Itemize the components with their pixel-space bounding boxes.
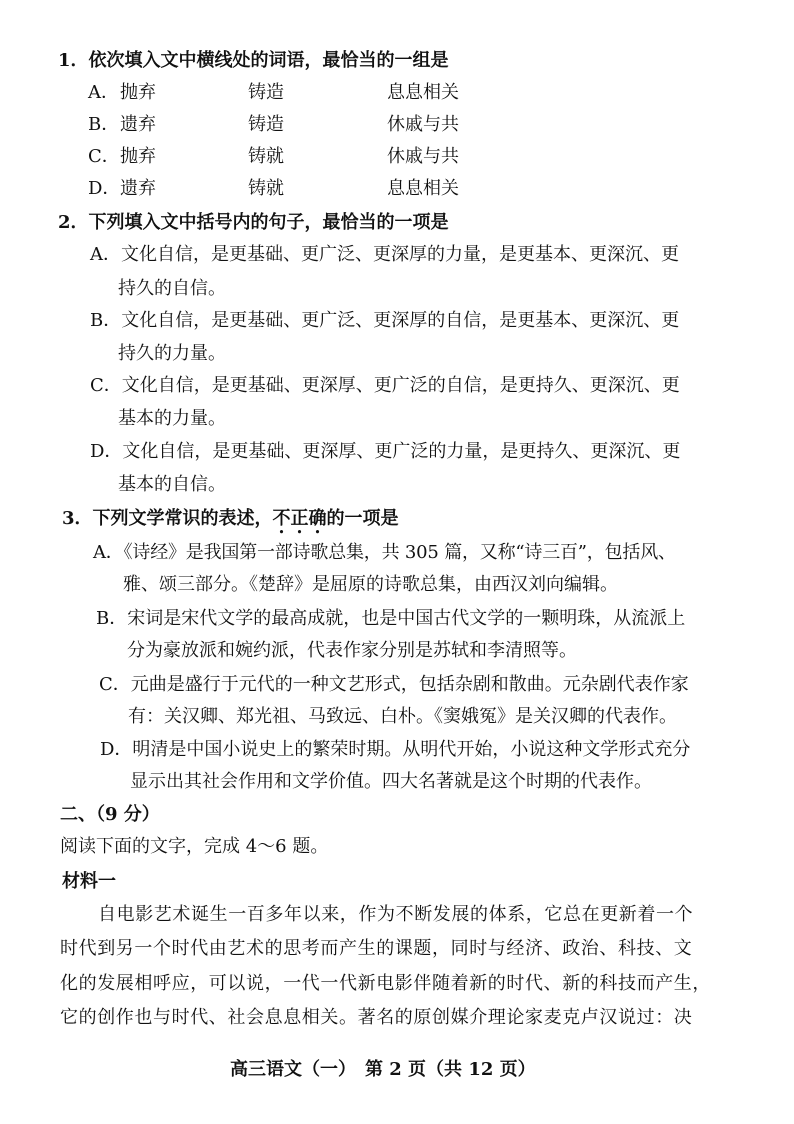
question-3-option-d-line2: 显示出其社会作用和文学价值。四大名著就是这个时期的代表作。: [130, 771, 652, 792]
question-2-option-b-line1: B．文化自信，是更基础、更广泛、更深厚的自信，是更基本、更深沉、更: [90, 310, 680, 331]
question-2-option-b-line2: 持久的力量。: [118, 343, 226, 364]
question-3-stem-prefix: 3．下列文学常识的表述，: [62, 508, 273, 529]
option-word-1: 遗弃: [120, 114, 156, 135]
question-1-stem: 1．依次填入文中横线处的词语，最恰当的一组是: [58, 50, 449, 71]
option-word-3: 息息相关: [387, 82, 459, 103]
option-label: A．: [88, 82, 119, 103]
question-2-option-a-line1: A．文化自信，是更基础、更广泛、更深厚的力量，是更基本、更深沉、更: [90, 244, 679, 265]
option-word-2: 铸造: [248, 114, 284, 135]
paragraph-line: 自电影艺术诞生一百多年以来，作为不断发展的体系，它总在更新着一个: [98, 904, 694, 925]
question-3-option-a-line2: 雅、颂三部分。《楚辞》是屈原的诗歌总集，由西汉刘向编辑。: [123, 574, 618, 595]
page-footer: 高三语文（一） 第 2 页（共 12 页）: [230, 1059, 536, 1080]
option-word-1: 抛弃: [120, 82, 156, 103]
option-word-2: 铸就: [248, 178, 284, 199]
emphasis-char-2: 正: [290, 508, 309, 529]
paragraph-line: 化的发展相呼应，可以说，一代一代新电影伴随着新的时代、新的科技而产生，: [60, 973, 711, 994]
option-word-3: 息息相关: [387, 178, 459, 199]
question-3-option-d-line1: D．明清是中国小说史上的繁荣时期。从明代开始，小说这种文学形式充分: [100, 739, 691, 760]
question-2-option-c-line1: C．文化自信，是更基础、更深厚、更广泛的自信，是更持久、更深沉、更: [90, 375, 680, 396]
question-3-option-c-line1: C．元曲是盛行于元代的一种文艺形式，包括杂剧和散曲。元杂剧代表作家: [99, 674, 689, 695]
question-3-stem: [62, 510, 399, 528]
option-word-2: 铸造: [248, 82, 284, 103]
question-2-option-a-line2: 持久的自信。: [118, 278, 226, 299]
paragraph-line: 它的创作也与时代、社会息息相关。著名的原创媒介理论家麦克卢汉说过：决: [60, 1007, 693, 1028]
question-3-option-b-line1: B．宋词是宋代文学的最高成就，也是中国古代文学的一颗明珠，从流派上: [96, 608, 686, 629]
option-word-1: 抛弃: [120, 146, 156, 167]
question-3-option-b-line2: 分为豪放派和婉约派，代表作家分别是苏轼和李清照等。: [127, 640, 577, 661]
question-3-option-c-line2: 有：关汉卿、郑光祖、马致远、白朴。《窦娥冤》是关汉卿的代表作。: [128, 706, 677, 727]
material-1-title: 材料一: [62, 871, 116, 892]
option-label: D．: [88, 178, 121, 199]
option-word-3: 休戚与共: [387, 146, 459, 167]
emphasis-char-1: 不: [272, 508, 291, 529]
question-2-option-d-line1: D．文化自信，是更基础、更深厚、更广泛的力量，是更持久、更深沉、更: [90, 441, 681, 462]
option-word-3: 休戚与共: [387, 114, 459, 135]
question-2-option-d-line2: 基本的自信。: [118, 474, 226, 495]
emphasis-char-3: 确: [308, 508, 327, 529]
option-word-1: 遗弃: [120, 178, 156, 199]
option-word-2: 铸就: [248, 146, 284, 167]
question-3-stem-suffix: 的一项是: [326, 508, 399, 529]
option-label: B．: [88, 114, 120, 135]
option-label: C．: [88, 146, 120, 167]
question-2-option-c-line2: 基本的力量。: [118, 408, 226, 429]
section-2-instruction: 阅读下面的文字，完成 4～6 题。: [60, 836, 329, 857]
paragraph-line: 时代到另一个时代由艺术的思考而产生的课题，同时与经济、政治、科技、文: [60, 938, 693, 959]
section-2-heading: 二、（9 分）: [60, 804, 160, 825]
question-3-option-a-line1: A．《诗经》是我国第一部诗歌总集，共 305 篇，又称“诗三百”，包括风、: [93, 542, 676, 563]
question-2-stem: 2．下列填入文中括号内的句子，最恰当的一项是: [58, 212, 449, 233]
